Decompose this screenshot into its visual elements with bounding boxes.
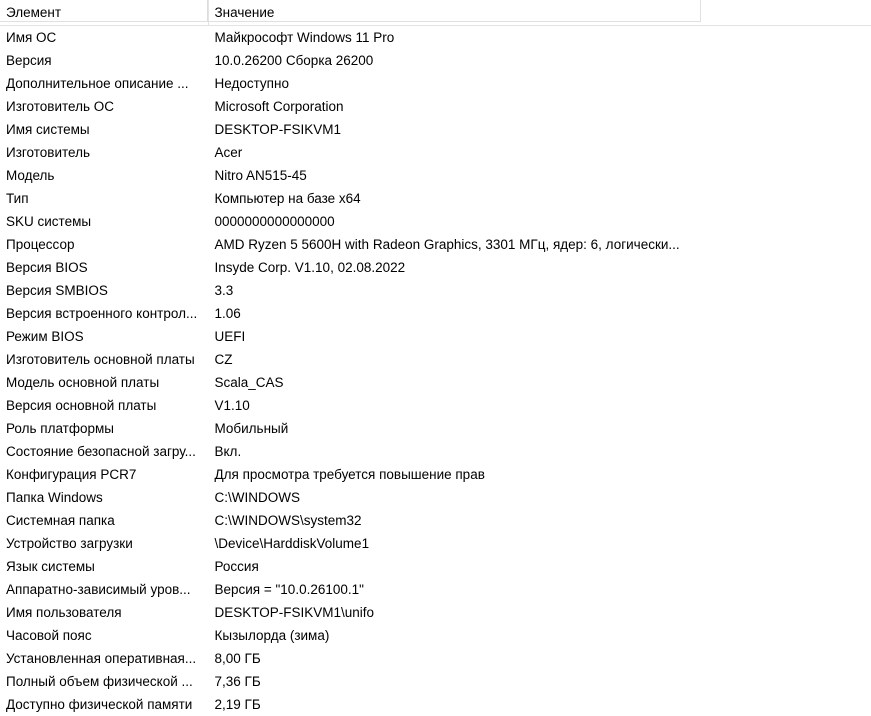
cell-value: Компьютер на базе x64	[208, 187, 871, 210]
table-row[interactable]	[0, 279, 871, 302]
table-row[interactable]	[0, 371, 871, 394]
cell-value: 3.3	[208, 279, 871, 302]
cell-element: Изготовитель основной платы	[0, 348, 208, 371]
cell-value: Nitro AN515-45	[208, 164, 871, 187]
cell-element: Версия основной платы	[0, 394, 208, 417]
header-bottom-rule	[0, 21, 701, 22]
cell-value: AMD Ryzen 5 5600H with Radeon Graphics, 3301 МГц, ядер: 6, логически...	[208, 233, 871, 256]
cell-value: Версия = "10.0.26100.1"	[208, 578, 871, 601]
table-row[interactable]	[0, 302, 871, 325]
cell-element: Аппаратно-зависимый уров...	[0, 578, 208, 601]
cell-value: Insyde Corp. V1.10, 02.08.2022	[208, 256, 871, 279]
cell-element: Полный объем физической ...	[0, 670, 208, 693]
cell-element: Папка Windows	[0, 486, 208, 509]
cell-element: Версия встроенного контрол...	[0, 302, 208, 325]
table-row[interactable]	[0, 348, 871, 371]
table-row[interactable]	[0, 72, 871, 95]
cell-element: Роль платформы	[0, 417, 208, 440]
table-row[interactable]	[0, 601, 871, 624]
cell-element: Режим BIOS	[0, 325, 208, 348]
table-row[interactable]	[0, 578, 871, 601]
cell-element: Состояние безопасной загру...	[0, 440, 208, 463]
cell-element: Имя системы	[0, 118, 208, 141]
column-header-value[interactable]: Значение	[208, 0, 871, 26]
cell-value: Acer	[208, 141, 871, 164]
table-row[interactable]	[0, 624, 871, 647]
table-row[interactable]	[0, 210, 871, 233]
cell-value: 8,00 ГБ	[208, 647, 871, 670]
cell-element: Тип	[0, 187, 208, 210]
table-row[interactable]	[0, 118, 871, 141]
cell-element: Язык системы	[0, 555, 208, 578]
cell-element: Конфигурация PCR7	[0, 463, 208, 486]
cell-element: Имя ОС	[0, 26, 208, 50]
column-header-element[interactable]: Элемент	[0, 0, 208, 26]
table-row[interactable]	[0, 164, 871, 187]
cell-element: Модель	[0, 164, 208, 187]
table-row[interactable]	[0, 440, 871, 463]
cell-element: SKU системы	[0, 210, 208, 233]
cell-value: 7,36 ГБ	[208, 670, 871, 693]
cell-value: Scala_CAS	[208, 371, 871, 394]
cell-value: 10.0.26200 Сборка 26200	[208, 49, 871, 72]
cell-element: Системная папка	[0, 509, 208, 532]
cell-element: Дополнительное описание ...	[0, 72, 208, 95]
cell-element: Версия SMBIOS	[0, 279, 208, 302]
cell-element: Устройство загрузки	[0, 532, 208, 555]
cell-value: Microsoft Corporation	[208, 95, 871, 118]
table-row[interactable]	[0, 509, 871, 532]
cell-element: Установленная оперативная...	[0, 647, 208, 670]
cell-value: 0000000000000000	[208, 210, 871, 233]
cell-value: \Device\HarddiskVolume1	[208, 532, 871, 555]
table-row[interactable]	[0, 95, 871, 118]
cell-value: Мобильный	[208, 417, 871, 440]
cell-value: Недоступно	[208, 72, 871, 95]
table-row[interactable]	[0, 417, 871, 440]
cell-value: Для просмотра требуется повышение прав	[208, 463, 871, 486]
table-row[interactable]	[0, 532, 871, 555]
table-row[interactable]	[0, 233, 871, 256]
header-right-rule	[700, 0, 701, 22]
table-body	[0, 26, 871, 716]
cell-value: DESKTOP-FSIKVM1\unifo	[208, 601, 871, 624]
cell-value: 1.06	[208, 302, 871, 325]
cell-value: Кызылорда (зима)	[208, 624, 871, 647]
cell-value: Вкл.	[208, 440, 871, 463]
cell-value: 2,19 ГБ	[208, 693, 871, 716]
cell-element: Изготовитель	[0, 141, 208, 164]
cell-element: Модель основной платы	[0, 371, 208, 394]
cell-element: Версия BIOS	[0, 256, 208, 279]
table-row[interactable]	[0, 187, 871, 210]
cell-element: Часовой пояс	[0, 624, 208, 647]
cell-value: C:\WINDOWS\system32	[208, 509, 871, 532]
cell-element: Доступно физической памяти	[0, 693, 208, 716]
table-row[interactable]	[0, 463, 871, 486]
table-row[interactable]	[0, 141, 871, 164]
cell-element: Версия	[0, 49, 208, 72]
table-row[interactable]	[0, 693, 871, 716]
table-row[interactable]	[0, 394, 871, 417]
table-row[interactable]	[0, 49, 871, 72]
cell-value: UEFI	[208, 325, 871, 348]
cell-value: Майкрософт Windows 11 Pro	[208, 26, 871, 50]
cell-element: Изготовитель ОС	[0, 95, 208, 118]
table-row[interactable]	[0, 647, 871, 670]
cell-value: DESKTOP-FSIKVM1	[208, 118, 871, 141]
table-row[interactable]	[0, 555, 871, 578]
table-row[interactable]	[0, 325, 871, 348]
cell-value: V1.10	[208, 394, 871, 417]
cell-value: C:\WINDOWS	[208, 486, 871, 509]
column-separator[interactable]	[207, 0, 208, 22]
table-row[interactable]	[0, 256, 871, 279]
cell-element: Процессор	[0, 233, 208, 256]
table-row[interactable]	[0, 486, 871, 509]
table-row[interactable]	[0, 26, 871, 50]
table-row[interactable]	[0, 670, 871, 693]
cell-value: CZ	[208, 348, 871, 371]
cell-element: Имя пользователя	[0, 601, 208, 624]
cell-value: Россия	[208, 555, 871, 578]
